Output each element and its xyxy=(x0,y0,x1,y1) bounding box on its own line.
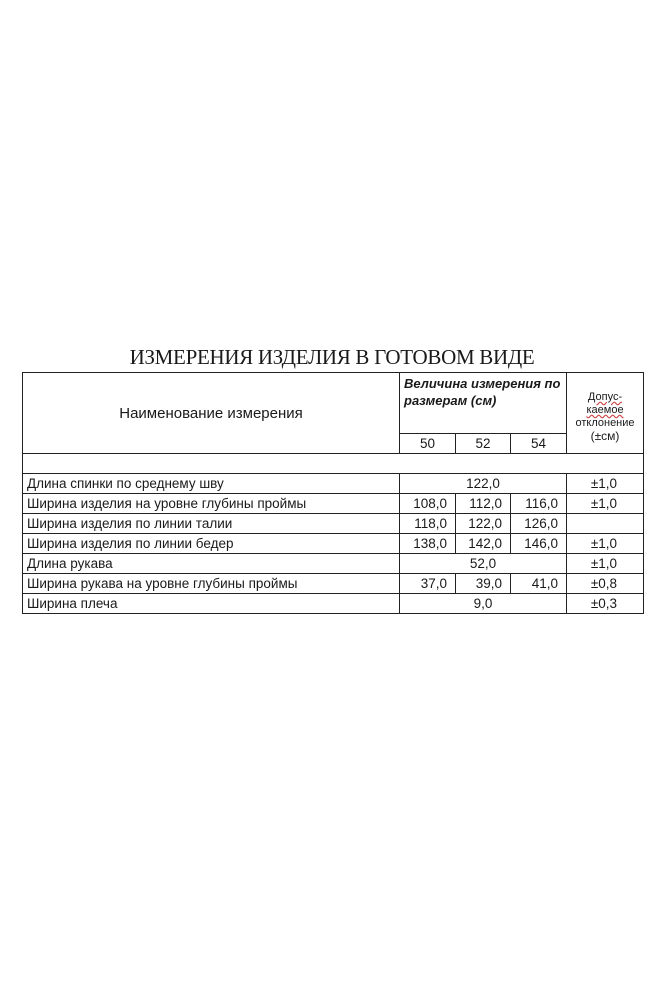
measurement-value: 52,0 xyxy=(400,554,567,574)
measurement-value: 118,0 xyxy=(400,514,456,534)
measurement-name: Ширина изделия по линии бедер xyxy=(23,534,400,554)
spacer-row xyxy=(23,454,644,474)
tolerance-header-line3: отклонение xyxy=(575,417,635,429)
tolerance-value: ±1,0 xyxy=(567,554,644,574)
tolerance-value: ±1,0 xyxy=(567,474,644,494)
measurement-name: Ширина плеча xyxy=(23,594,400,614)
measurement-value: 138,0 xyxy=(400,534,456,554)
measurement-name: Длина спинки по среднему шву xyxy=(23,474,400,494)
tolerance-value xyxy=(567,514,644,534)
table-row xyxy=(23,474,644,494)
tolerance-header-line4: (±см) xyxy=(590,429,620,443)
measurement-value: 122,0 xyxy=(400,474,567,494)
measurement-name: Ширина изделия на уровне глубины проймы xyxy=(23,494,400,514)
table-row xyxy=(23,594,644,614)
measurement-value: 112,0 xyxy=(456,494,511,514)
tolerance-value: ±1,0 xyxy=(567,494,644,514)
document-title: ИЗМЕРЕНИЯ ИЗДЕЛИЯ В ГОТОВОМ ВИДЕ xyxy=(129,345,535,369)
measurement-name: Ширина рукава на уровне глубины проймы xyxy=(23,574,400,594)
measurement-value: 126,0 xyxy=(511,514,567,534)
tolerance-value: ±1,0 xyxy=(567,534,644,554)
measurement-value: 142,0 xyxy=(456,534,511,554)
table-row xyxy=(23,554,644,574)
tolerance-column-header xyxy=(567,373,644,454)
table-row xyxy=(23,574,644,594)
tolerance-value: ±0,8 xyxy=(567,574,644,594)
measurement-value: 9,0 xyxy=(400,594,567,614)
measurement-value: 122,0 xyxy=(456,514,511,534)
measurement-value: 146,0 xyxy=(511,534,567,554)
size-header-50: 50 xyxy=(400,434,456,454)
measurement-value: 41,0 xyxy=(511,574,567,594)
sizes-group-header: Величина измерения по размерам (см) xyxy=(400,373,567,434)
measurement-value: 116,0 xyxy=(511,494,567,514)
size-header-54: 54 xyxy=(511,434,567,454)
table-row xyxy=(23,514,644,534)
measurement-value: 108,0 xyxy=(400,494,456,514)
measurement-value: 39,0 xyxy=(456,574,511,594)
table-row xyxy=(23,534,644,554)
measurement-name: Ширина изделия по линии талии xyxy=(23,514,400,534)
measurements-table xyxy=(22,372,644,614)
tolerance-header-line2: каемое xyxy=(586,404,624,416)
table-row xyxy=(23,494,644,514)
header-row xyxy=(23,373,644,434)
tolerance-value: ±0,3 xyxy=(567,594,644,614)
name-column-header: Наименование измерения xyxy=(23,373,400,454)
measurement-value: 37,0 xyxy=(400,574,456,594)
tolerance-header-line1: Допус- xyxy=(587,391,623,403)
size-header-52: 52 xyxy=(456,434,511,454)
measurement-name: Длина рукава xyxy=(23,554,400,574)
spacer-cell xyxy=(23,454,644,474)
